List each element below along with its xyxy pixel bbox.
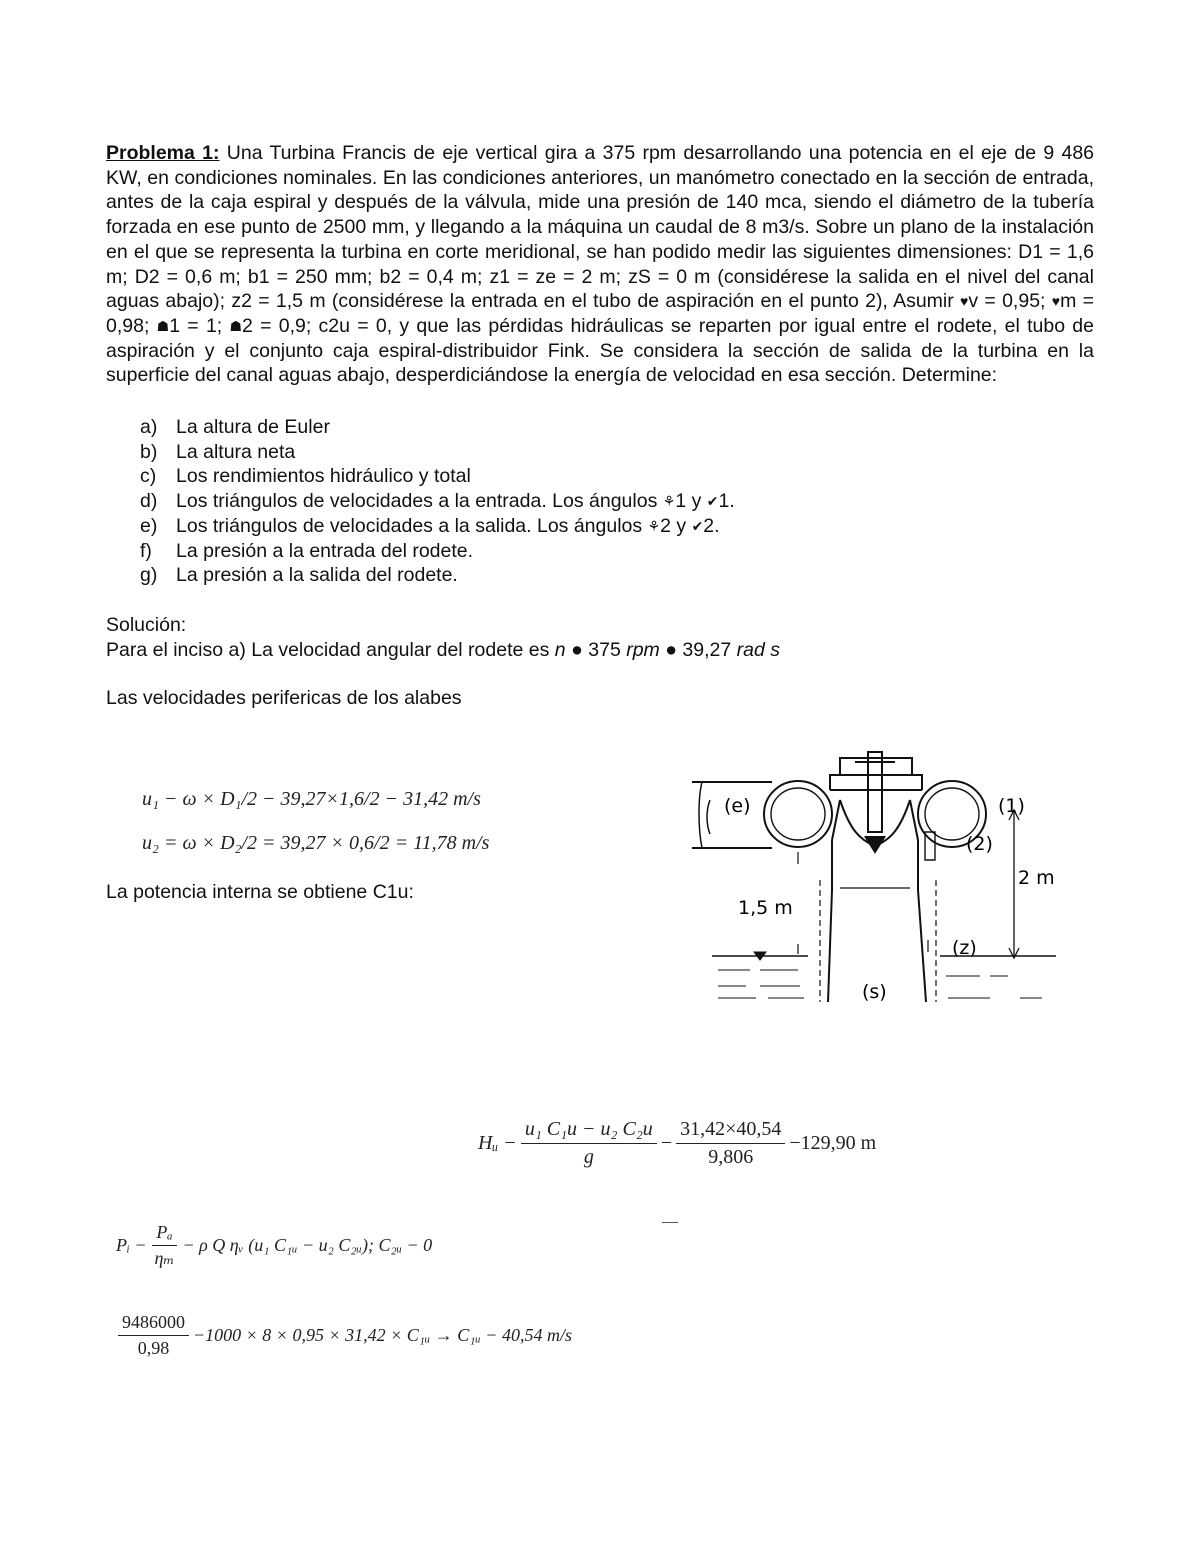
hu-denominator: g: [583, 1146, 594, 1168]
spiral-casing-left: [764, 781, 832, 847]
runner-cone: [865, 836, 885, 852]
solution-heading: Solución:: [106, 614, 187, 636]
hu-fraction: [521, 1118, 657, 1169]
list-marker: d): [140, 490, 158, 513]
list-marker: f): [140, 539, 152, 562]
bullet-icon: ●: [571, 639, 583, 661]
penstock-inner-curve: [707, 800, 710, 834]
alpha-symbol-icon: ⚘: [647, 517, 661, 534]
pi-numerator: Pₐ: [152, 1222, 176, 1246]
tick-marks: [798, 852, 928, 954]
pi-lhs: Pᵢ −: [116, 1235, 147, 1255]
penstock-end: [699, 782, 702, 848]
label-s: (s): [862, 981, 887, 1003]
bearing-housing: [840, 758, 912, 775]
shaft: [868, 752, 882, 832]
eta-m-text: m = 0,98;: [106, 290, 1094, 337]
problem-text: Una Turbina Francis de eje vertical gira a 375 rpm desarrollando una potencia en el eje de 9 486 KW, en condiciones nominales. En las condiciones anteriores, un manómetro conectado en la sección de entrada, antes de la caja espiral y después de la válvula, mide una presión de 140 mca, siendo el diámetro de la tubería forzada en ese punto de 2500 mm, y llegando a la máquina un caudal de 8 m3/s. Sobre un plano de la instalación en el que se representa la turbina en corte meridional, se han podido medir las siguientes dimensiones: D1 = 1,6 m; D2 = 0,6 m; b1 = 250 mm; b2 = 0,4 m; z1 = ze = 2 m; zS = 0 m (considérese la salida en el nivel del canal aguas abajo); z2 = 1,5 m (considérese la entrada en el tubo de aspiración en el punto 2), Asumir: [106, 142, 1095, 313]
rad-value: 39,27: [677, 639, 737, 661]
c1u-denominator: 0,98: [137, 1338, 170, 1358]
minus-sign: −: [660, 1132, 673, 1154]
rpm-unit: rpm: [626, 639, 660, 661]
equation-euler-height: [478, 1118, 876, 1169]
list-item: [140, 514, 735, 539]
epsilon-symbol-icon: ☗: [229, 317, 243, 334]
eps2-text: 2 = 0,9; c2u = 0, y que las pérdidas hidráulicas se reparten por igual entre el rodete, el tubo de aspiración y el conjunto caja espiral-distribuidor Fink. Se considera la sección de salida de la turbina en la superficie del canal aguas abajo, desperdiciándose la energía de velocidad en esa sección. Determine:: [106, 314, 1094, 387]
label-height-2m: 2 m: [1018, 867, 1055, 889]
hu-result: −129,90 m: [789, 1132, 877, 1154]
hu-numerator: u₁ C₁u − u₂ C₂u: [521, 1118, 657, 1144]
hu-lhs: Hᵤ −: [478, 1132, 517, 1154]
list-text: 1.: [718, 490, 735, 513]
question-list: [140, 415, 735, 588]
label-2: (2): [966, 833, 993, 855]
rad-unit: rad s: [736, 639, 781, 661]
label-e: (e): [724, 795, 751, 817]
spiral-casing-left-inner: [771, 788, 825, 840]
list-text: La presión a la salida del rodete.: [176, 564, 458, 587]
list-item: [140, 489, 735, 514]
equation-internal-power: [116, 1222, 432, 1269]
stray-mark: [662, 1222, 678, 1223]
c1u-numerator: 9486000: [118, 1312, 189, 1336]
list-marker: b): [140, 440, 158, 463]
bullet-icon: ●: [665, 639, 678, 661]
list-text: Los triángulos de velocidades a la entrada. Los ángulos: [176, 490, 663, 513]
eta-symbol-icon: ♥: [1051, 293, 1061, 310]
draft-tube-right: [918, 840, 926, 1002]
hu-value-numerator: 31,42×40,54: [676, 1118, 785, 1144]
turbine-diagram: [690, 740, 1070, 1010]
eps1-text: 1 = 1;: [169, 314, 230, 337]
eta-v-text: v = 0,95;: [968, 290, 1052, 313]
list-item: [140, 563, 735, 588]
list-marker: e): [140, 514, 158, 537]
list-text: 2.: [703, 514, 720, 537]
epsilon-symbol-icon: ☗: [156, 317, 170, 334]
label-1: (1): [998, 795, 1025, 817]
head-cover: [830, 775, 922, 790]
c1u-rhs: −1000 × 8 × 0,95 × 31,42 × C₁ᵤ → C₁ᵤ − 40,54 m/s: [193, 1325, 572, 1345]
list-text: 2 y: [660, 514, 692, 537]
guide-vanes: [832, 800, 918, 840]
power-text: La potencia interna se obtiene C1u:: [106, 881, 414, 903]
list-item: [140, 539, 735, 564]
list-text: Los triángulos de velocidades a la salida. Los ángulos: [176, 514, 648, 537]
problem-statement: [106, 141, 1094, 388]
angular-prefix: Para el inciso a) La velocidad angular del rodete es: [106, 639, 555, 661]
label-z: (z): [952, 937, 977, 959]
pi-fraction: [151, 1222, 179, 1269]
equation-c1u: [114, 1312, 572, 1359]
list-text: 1 y: [675, 490, 707, 513]
draft-tube-left: [828, 840, 832, 1002]
list-text: La altura neta: [176, 440, 296, 463]
water-lines-right: [946, 976, 1042, 998]
list-marker: c): [140, 465, 157, 488]
angular-velocity-line: [106, 638, 780, 662]
list-item: [140, 415, 735, 440]
alpha-symbol-icon: ⚘: [662, 493, 676, 510]
problem-label: Problema 1:: [106, 142, 220, 164]
c1u-fraction: [118, 1312, 189, 1359]
pi-denominator: ηₘ: [154, 1248, 175, 1268]
beta-symbol-icon: ✔: [691, 517, 704, 534]
list-item: [140, 440, 735, 465]
hu-value-denominator: 9,806: [708, 1146, 754, 1168]
equation-u1: u₁ − ω × D₁/2 − 39,27×1,6/2 − 31,42 m/s: [142, 788, 481, 810]
list-marker: a): [140, 416, 158, 438]
list-text: La presión a la entrada del rodete.: [176, 539, 474, 562]
list-text: Los rendimientos hidráulico y total: [176, 465, 471, 488]
list-marker: g): [140, 564, 158, 587]
peripheral-heading: Las velocidades perifericas de los alabes: [106, 687, 462, 709]
rpm-value: 375: [582, 639, 627, 661]
eta-symbol-icon: ♥: [960, 293, 969, 310]
n-symbol: n: [554, 639, 566, 661]
list-text: La altura de Euler: [176, 416, 330, 438]
beta-symbol-icon: ✔: [706, 493, 719, 510]
label-height-1-5m: 1,5 m: [738, 897, 793, 919]
equation-u2: u₂ = ω × D₂/2 = 39,27 × 0,6/2 = 11,78 m/s: [142, 832, 490, 854]
water-lines-left: [718, 970, 804, 998]
pi-rhs: − ρ Q ηᵥ (u₁ C₁ᵤ − u₂ C₂ᵤ); C₂ᵤ − 0: [182, 1235, 433, 1255]
hu-value-fraction: [676, 1118, 785, 1169]
list-item: [140, 464, 735, 489]
